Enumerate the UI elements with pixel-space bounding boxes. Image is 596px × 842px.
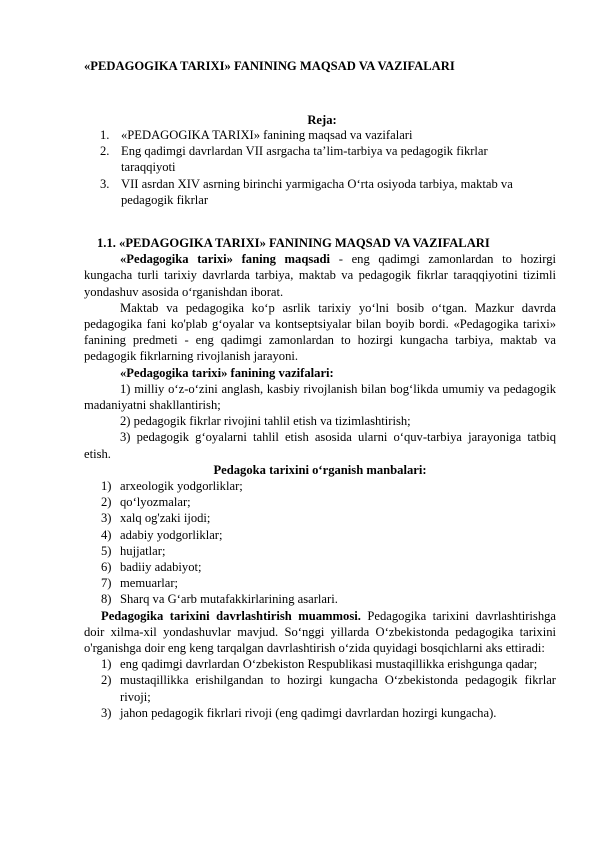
section-heading: 1.1. «PEDAGOGIKA TARIXI» FANINING MAQSAD VA VAZIFALARI — [97, 236, 490, 250]
source-text: Sharq va G‘arb mutafakkirlarining asarlari. — [120, 592, 338, 607]
stage-item — [84, 705, 556, 721]
task-number: 3) — [120, 430, 131, 445]
task-number: 1) — [120, 381, 131, 396]
paragraph-periodization — [84, 608, 556, 657]
stage-text: mustaqillikka erishilgandan to hozirgi kungacha O‘zbekistonda pedagogik fikrlar rivoji; — [120, 673, 556, 704]
plan-title — [0, 112, 596, 128]
periodization-term: Pedagogika tarixini davrlashtirish muammosi. — [101, 608, 361, 623]
goal-text: - eng qadimgi zamonlardan to hozirgi kungacha turli tarixiy davrlarda tarbiya, maktab va pedagogik fikrlar taraqqiyotini tizimli yondashuv asosida o‘rganishdan iborat. — [84, 252, 556, 299]
source-item — [84, 510, 556, 526]
source-text: badiiy adabiyot; — [120, 560, 202, 575]
source-text: hujjatlar; — [120, 543, 166, 558]
source-number: 4) — [101, 527, 112, 542]
source-item — [84, 575, 556, 591]
stage-text: eng qadimgi davrlardan O‘zbekiston Respublikasi mustaqillikka erishgunga qadar; — [120, 657, 538, 672]
plan-item-text: «PEDAGOGIKA TARIXI» fanining maqsad va vazifalari — [121, 128, 413, 142]
source-text: adabiy yodgorliklar; — [120, 527, 223, 542]
source-item — [84, 591, 556, 607]
stage-item — [84, 656, 556, 672]
source-number: 7) — [101, 576, 112, 591]
source-item — [84, 478, 556, 494]
document-title: «PEDAGOGIKA TARIXI» FANINING MAQSAD VA VAZIFALARI — [84, 59, 455, 73]
source-text: memuarlar; — [120, 576, 179, 591]
stages-list — [84, 656, 556, 721]
source-text: arxeologik yodgorliklar; — [120, 479, 243, 494]
source-item — [84, 559, 556, 575]
task-item — [84, 429, 556, 461]
source-number: 8) — [101, 592, 112, 607]
task-text: pedagogik fikrlar rivojini tahlil etish va tizimlashtirish; — [133, 414, 411, 429]
source-text: qo‘lyozmalar; — [120, 495, 191, 510]
source-item — [84, 494, 556, 510]
source-number: 6) — [101, 560, 112, 575]
plan-item — [0, 176, 596, 208]
source-number: 5) — [101, 543, 112, 558]
task-item — [84, 413, 556, 429]
plan-item-number: 1. — [100, 128, 110, 142]
stage-number: 1) — [101, 657, 112, 672]
plan-list — [0, 127, 596, 208]
plan-item-number: 2. — [100, 144, 110, 159]
source-number: 1) — [101, 479, 112, 494]
stage-number: 3) — [101, 705, 112, 720]
task-text: pedagogik g‘oyalarni tahlil etish asosida ularni o‘quv-tarbiya jarayoniga tatbiq etish. — [84, 430, 556, 461]
plan-item-text: VII asrdan XIV asrning birinchi yarmigacha O‘rta osiyoda tarbiya, maktab va pedagogik fikrlar — [121, 176, 513, 207]
plan-item-number: 3. — [100, 176, 110, 191]
plan-item — [0, 143, 596, 175]
source-number: 3) — [101, 511, 112, 526]
source-text: xalq og'zaki ijodi; — [120, 511, 211, 526]
task-item — [84, 381, 556, 413]
source-item — [84, 543, 556, 559]
periodization-text: Pedagogika tarixini davrlashtirishga doir xilma-xil yondashuvlar mavjud. So‘nggi yillarda O‘zbekistonda pedagogika tarixini o'rganishga doir eng keng tarqalgan davrlashtirish o‘zida quyidagi bosqichlarni aks ettiradi: — [84, 608, 556, 656]
source-item — [84, 527, 556, 543]
section-content — [84, 235, 556, 721]
task-number: 2) — [120, 414, 131, 429]
plan-item — [0, 127, 596, 143]
task-text: milliy o‘z-o‘zini anglash, kasbiy rivojlanish bilan bog‘likda umumiy va pedagogik madaniyatni shakllantirish; — [84, 381, 556, 413]
goal-term: «Pedagogika tarixi» faning maqsadi — [120, 252, 331, 267]
source-number: 2) — [101, 495, 112, 510]
stage-item — [84, 672, 556, 704]
paragraph-goal — [84, 251, 556, 300]
plan-item-text: Eng qadimgi davrlardan VII asrgacha ta’lim-tarbiya va pedagogik fikrlar taraqqiyoti — [121, 144, 488, 175]
tasks-title: «Pedagogika tarixi» fanining vazifalari: — [120, 365, 334, 380]
paragraph-subject: Maktab va pedagogika ko‘p asrlik tarixiy yo‘lni bosib o‘tgan. Mazkur davrda pedagogika fani ko'plab g‘oyalar va kontseptsiyalar bilan boyib bordi. «Pedagogika tarixi» fanining predmeti - eng qadimgi zamonlardan to hozirgi kungacha tarbiya, maktab va pedagogik fikrlarning rivojlanish jarayoni. — [84, 300, 556, 364]
stage-text: jahon pedagogik fikrlari rivoji (eng qadimgi davrlardan hozirgi kungacha). — [120, 705, 497, 720]
sources-title: Pedagoka tarixini o‘rganish manbalari: — [213, 462, 427, 477]
plan-title-text: Reja: — [307, 113, 337, 127]
sources-list — [84, 478, 556, 608]
stage-number: 2) — [101, 673, 112, 688]
